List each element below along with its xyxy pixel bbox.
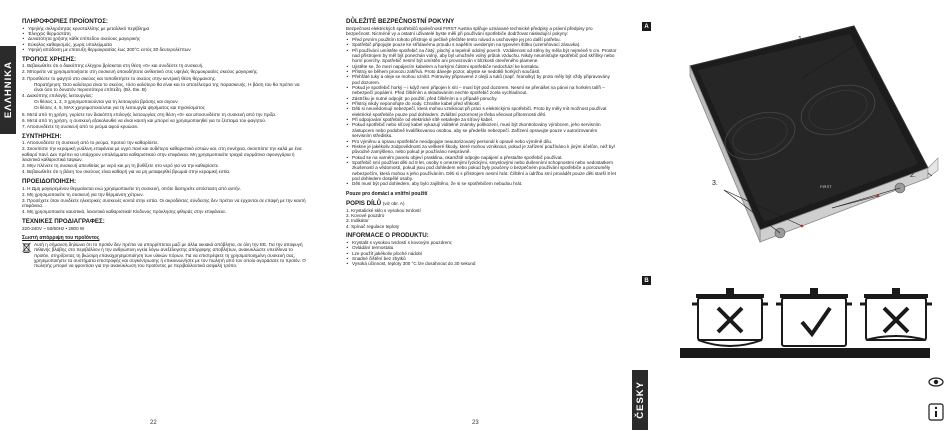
list-item: 3. Indikátor	[346, 218, 369, 224]
warning-item: 3. Προσέχετε όταν συνδέετε ηλεκτρικές συσκευές κοντά στην εστία. Οι ακροδέκτες σύνδεσης δεν πρέπει να έρχονται σε επαφή με την καυτή επιφάνεια.	[22, 197, 306, 209]
list-item: • Ovládání termostatu	[346, 245, 618, 250]
section-title-specs: ΤΕΧΝΙΚΕΣ ΠΡΟΔΙΑΓΡΑΦΕΣ:	[22, 218, 105, 226]
list-item: • Υψηλή απόδοση με επιτευξη θερμοκρασίας έως 300°C εντός 30 δευτερολέπτων	[22, 47, 308, 52]
list-item: • Υψηλής σκληρότητας κρυσταλλίτης με μεταλλικό περίβλημα	[22, 26, 308, 31]
list-item: • Spotřebič připojujte pouze ke střídavému proudu s napětím uvedeným na typovém štítku (uzemňovací zásuvka).	[346, 42, 618, 47]
callout-3: 3.	[712, 180, 718, 187]
list-item: • Pokud se na varném panelu objeví prasklina, okamžitě odpojte napájení a přestaňte spotřebič používat.	[346, 155, 618, 160]
maintenance-item: 2. Σκουπίστε την κεραμική γυάλινη επιφάνεια με υγρό πανί και ουδέτερο καθαριστικό εστιών και, στη συνέχεια, σκουπίστε την καλά με ένα καθαρό πανί. Δεν πρέπει να υπάρχουν υπολείμματα καθαριστικού στην επιφάνεια. Μη χρησιμοποιείτε τραχιά συρμάτινα σφουγγάρια ή λειαντικά καθαριστικά ταψιών.	[22, 146, 302, 162]
pot-correct	[776, 288, 852, 346]
usage-step: 7. Αποσυνδέετε τη συσκευή από το ρεύμα αφού κρυώσει.	[22, 123, 139, 129]
usage-step: 4. Διακόπτης επιλογής λειτουργίας:	[22, 93, 93, 99]
language-tab-greek	[0, 46, 16, 134]
figure-a-label: A	[642, 22, 651, 31]
figure-a	[642, 18, 940, 270]
list-item: 1. Krystalické sklo s vysokou tvrdostí	[346, 207, 421, 213]
callout-2: 2.	[910, 172, 916, 179]
language-tab-label: ΕΛΛΗΝΙΚΑ	[2, 61, 14, 119]
list-item: • Přístroj se během provozu zahřívá. Proto dávejte pozor, abyste se nedotkli horkých součástí.	[346, 69, 618, 74]
list-item: • Vysoká účinnost, teploty 300 °C lze dosáhnout do 30 sekund	[346, 261, 618, 266]
list-item: • Pokud je spotřebič horký – i když není připojen k síti – musí být pod dozorem. Nesmí se přenášet na pánvi na horkém talíři – nebezpečí popálení. Před čištěním a skladováním nechte spotřebič zcela vychladnout.	[346, 85, 618, 96]
list-item: • Lze použít jakékoliv ploché nádobí	[346, 251, 618, 256]
parts-ref: (viz obr. A)	[382, 201, 405, 207]
section-title-maintenance: ΣΥΝΤΗΡΗΣΗ:	[22, 132, 62, 140]
greek-column	[22, 18, 308, 270]
list-item: 2. Kovové pouzdro	[346, 212, 385, 218]
list-item: • Riskne je jakékoliv zodpovědnosti za veškeré škody, které mohou vzniknout, pokud je zařízení používáno k jiným účelům, než byl původně zamýšleno, nebo pokud je používáno nesprávně.	[346, 144, 618, 155]
list-item: 4. Spínač regulace teploty	[346, 223, 400, 229]
disposal-block	[22, 242, 308, 270]
usage-step: 3. Προσθέστε το φαγητό στο σκεύος και τοποθετήστε το σκεύος στην κεντρική θέση θέρμανσης.	[22, 75, 217, 81]
usage-sub-step: Οι θέσεις 1, 2, 3 χρησιμοποιούνται για τη λειτουργία βράσης και σιγουν	[34, 99, 178, 105]
list-item: • Spotřebič smí používat děti od 8 let, osoby s omezenými fyzickými, smyslovými nebo duševními schopnostmi nebo nedostatkem zkušeností a vědomostí, pokud jsou pod dohledem nebo pokud byly poučeny o bezpečném používání spotřebiče a porozuměly nebezpečím, která mohou s jeho používáním. Děti si s přístrojem nesmí hrát. Čištění a údržbu smí provádět pouze děti starší 8 let pod dohledem dospělé osoby.	[346, 160, 618, 181]
list-item: • Snadné čištění bez zbytků	[346, 256, 618, 261]
section-title-safety: DŮLEŽITÉ BEZPEČNOSTNÍ POKYNY	[346, 18, 455, 25]
section-title-usage: ΤΡΟΠΟΣ ΧΡΗΣΗΣ:	[22, 55, 77, 63]
list-item: • Δυνατότητα χρήσης κάθε επίπεδου σκεύους μαγειρικής	[22, 36, 308, 41]
disposal-text: Αυτή η σήμανση δηλώνει ότι το προϊόν δεν πρέπει να απορρίπτεται μαζί με άλλα οικιακά απόβλητα, σε όλη την ΕΕ. Για την αποφυγή πιθανής βλάβης στο περιβάλλον ή την ανθρώπινη υγεία λόγω ανεξέλεγκτης απόρριψης αποβλήτων, ανακυκλώστε υπεύθυνα το προϊόν, στηρίζοντας τη βιώσιμη επαναχρησιμοποίηση των υλικών πόρων. Για να επιστρέψετε τη χρησιμοποιημένη συσκευή σας, χρησιμοποιήστε τα συστήματα επιστροφής και συγκέντρωσης ή επικοινωνήστε με τον πωλητή από τον οποίο αγοράσατε το προϊόν. Ο πωλητής μπορεί να φροντίσει για την ανακύκλωση του προϊόντος με περιβαλλοντικά ασφαλή τρόπο.	[34, 242, 306, 269]
eye-icon	[928, 374, 944, 390]
usage-step: 2. Μπορείτε να χρησιμοποιήσετε στη συσκευή οποιοδήποτε ανθεκτικό στις υψηλές θερμοκρασίες σκεύος μαγειρικής.	[22, 69, 259, 75]
list-item: • Krystalit s vysokou tvrdostí s kovovým pouzdrem;	[346, 240, 618, 245]
page-number: 22	[150, 420, 157, 426]
product-info-list-cz	[346, 240, 618, 267]
section-title-product-info: ΠΛΗΡΟΦΟΡΙΕΣ ΠΡΟΪΟΝΤΟΣ:	[22, 18, 108, 25]
usage-sub-step: Οι θέσεις 4, 5, MAX χρησιμοποιούνται για τη λειτουργία ψησίματος και τηγανίσματος	[34, 105, 205, 111]
crossed-bin-icon	[22, 242, 31, 252]
list-item: • Při odpojování spotřebiče od elektrické sítě netahejte za síťový kabel.	[346, 117, 618, 122]
usage-step: 5. Μετά από τη χρήση, γυρίστε τον διακόπτη επιλογής λειτουργίας στη θέση «0» και αποσυνδέστε τη συσκευή από την πρίζα.	[22, 111, 277, 117]
list-item: • Ujistěte se, že mezi napájecím kabelem a horkými částmi spotřebiče nedochází ke kontaktu.	[346, 64, 618, 69]
info-icon	[928, 403, 944, 421]
list-item: • Zástrčku je nutné odpojit: po použití, před čištěním a v případě poruchy.	[346, 96, 618, 101]
list-item: • Před prvním použitím tohoto přístroje si pečlivě přečtěte tento návod a uschovejte jej pro další potřebu.	[346, 37, 618, 42]
list-item: • Pokud spotřebič nebo síťový kabel vykazují viditelné známky poškození, musí být zkontrolovány výrobcem, jeho servisním zástupcem nebo podobně kvalifikovanou osobou, aby se předešlo nebezpečí. Zařízení opravujte pouze v autorizovaném servisním středisku.	[346, 122, 618, 138]
safety-list	[346, 37, 618, 187]
pot-wrong-1	[692, 288, 768, 346]
list-item: • Εύκολος καθαρισμός, χωρίς υπολείμματα	[22, 42, 308, 47]
disposal-title: Σωστή απόρριψη του προϊόντος	[22, 235, 100, 242]
list-item: • Děti musí být pod dohledem, aby bylo zajištěno, že si se spotřebičem nebudou hrát.	[346, 181, 618, 186]
page-number: 23	[472, 420, 479, 426]
list-item: • Při používání umístěte spotřebič na čistý, plochý a tepelně odolný povrch. Vzdálenost od stěny by měla být nejméně 5 cm. Prostor nad přístrojem by měl být ponechán volný, aby byl umožněn volný průtok vzduchu. Nikdy neumísťujte spotřebič pod skříňky nebo horní povrchy. Spotřebič nesmí být umístěn ani provozován v blízkosti otevřeného plamene.	[346, 48, 618, 64]
language-tab-label: ČESKY	[634, 381, 646, 419]
maintenance-item: 3. Μην πλένετε τη συσκευή απευθείας με νερό και μη τη βυθίζετε στο νερό για να την καθαρίσετε.	[22, 163, 220, 169]
section-title-product-info-cz: INFORMACE O PRODUKTU:	[346, 232, 429, 240]
usage-step: 1. Βεβαιωθείτε ότι ο διακόπτης ελέγχου βρίσκεται στη θέση «0» και συνδέστε τη συσκευή.	[22, 63, 204, 69]
list-item: • Přehřáté tuky a oleje se mohou vznítit. Potraviny připravené z olejů a tuků (např. hranolky) by proto měly být vždy připravovány pod dozorem.	[346, 74, 618, 85]
list-item: • Přístroj nikdy neponořujte do vody. Chraňte kabel před vlhkostí.	[346, 101, 618, 106]
warning-item: 2. Μη χρησιμοποιείτε τη συσκευή για την θέρμανση χύτρων.	[22, 191, 144, 197]
language-tab-czech	[632, 370, 648, 430]
callout-1: 1.	[798, 36, 804, 43]
side-icons	[928, 374, 944, 426]
household-only-note: Pouze pro domácí a vnitřní použití	[346, 190, 428, 197]
figure-b	[642, 276, 940, 366]
warning-item: 4. Μη χρησιμοποιείτε καυστικά, λειαντικά καθαριστικά! Κίνδυνος πρόκλησης φθοράς στην επιφάνεια.	[22, 209, 226, 215]
parts-list	[346, 208, 618, 229]
usage-step: 6. Μετά από τη χρήση, η συσκευή εξακολουθεί να είναι καυτή και μπορεί να χρησιμοποιηθεί για το ζέσταμα του φαγητού.	[22, 117, 267, 123]
pot-wrong-2	[860, 288, 932, 340]
section-title-warning: ΠΡΟΕΙΔΟΠΟΙΗΣΗ:	[22, 178, 77, 186]
parts-title: POPIS DÍLŮ	[346, 200, 382, 208]
list-item: • Έλεγχος θερμοστάτη	[22, 31, 308, 36]
list-item: • Pro výměnu a opravu spotřebiče neodpojujte neautorizovaný personál k opravě nebo výměně dílu.	[346, 139, 618, 144]
cookware-examples	[642, 276, 940, 366]
maintenance-item: 4. Βεβαιωθείτε ότι η βάση του σκεύους είναι καθαρή για να μη μεταφερθεί βρωμιά στην κεραμική εστία.	[22, 169, 231, 175]
figure-b-label: B	[642, 276, 651, 285]
spec-line: 220-240V ~ 50/60Hz • 2800 W	[22, 225, 85, 231]
list-item: • Děti si neuvědomují nebezpečí, která mohou vzniknout při práci s elektrickými spotřebiči. Proto by měly mít možnost používat elektrické spotřebiče pouze pod dohledem. Zvláštní pozornost je třeba věnovat přítomnosti dětí.	[346, 106, 618, 117]
czech-column	[346, 18, 618, 267]
maintenance-item: 1. Αποσυνδέστε τη συσκευή από το ρεύμα, προτού την καθαρίσετε.	[22, 140, 159, 146]
section-title-parts	[346, 200, 618, 207]
safety-intro: Bezpečnost elektrických spotřebičů společnosti FIRST Austria splňuje uznávané technické předpisy a právní předpisy pro bezpečnost. Nicméně vy a ostatní uživatelé byste měli při používání spotřebiče dodržovat následující pokyny:	[346, 25, 593, 36]
usage-note: Παρατήρηση: Όσο καλύτερα είναι το σκεύος, τόσο καλύτερο θα είναι και το αποτέλεσμα της παρασκευής. Η βάση του θα πρέπει να είναι όσο το δυνατόν περισσότερο επίπεδη. (Βλ. Εικ. Β)	[34, 81, 300, 92]
device-brand: FIRST	[820, 184, 832, 189]
warning-item: 1. Η Ωμη μαγειρεμένου θερμαίνεται ενώ χρησιμοποιείτε τη συσκευή, οπότε διατηρείτε απόσταση από αυτήν.	[22, 185, 242, 191]
callout-4: 4.	[808, 203, 814, 210]
product-info-list	[22, 26, 308, 53]
hot-plate-illustration	[642, 18, 940, 270]
